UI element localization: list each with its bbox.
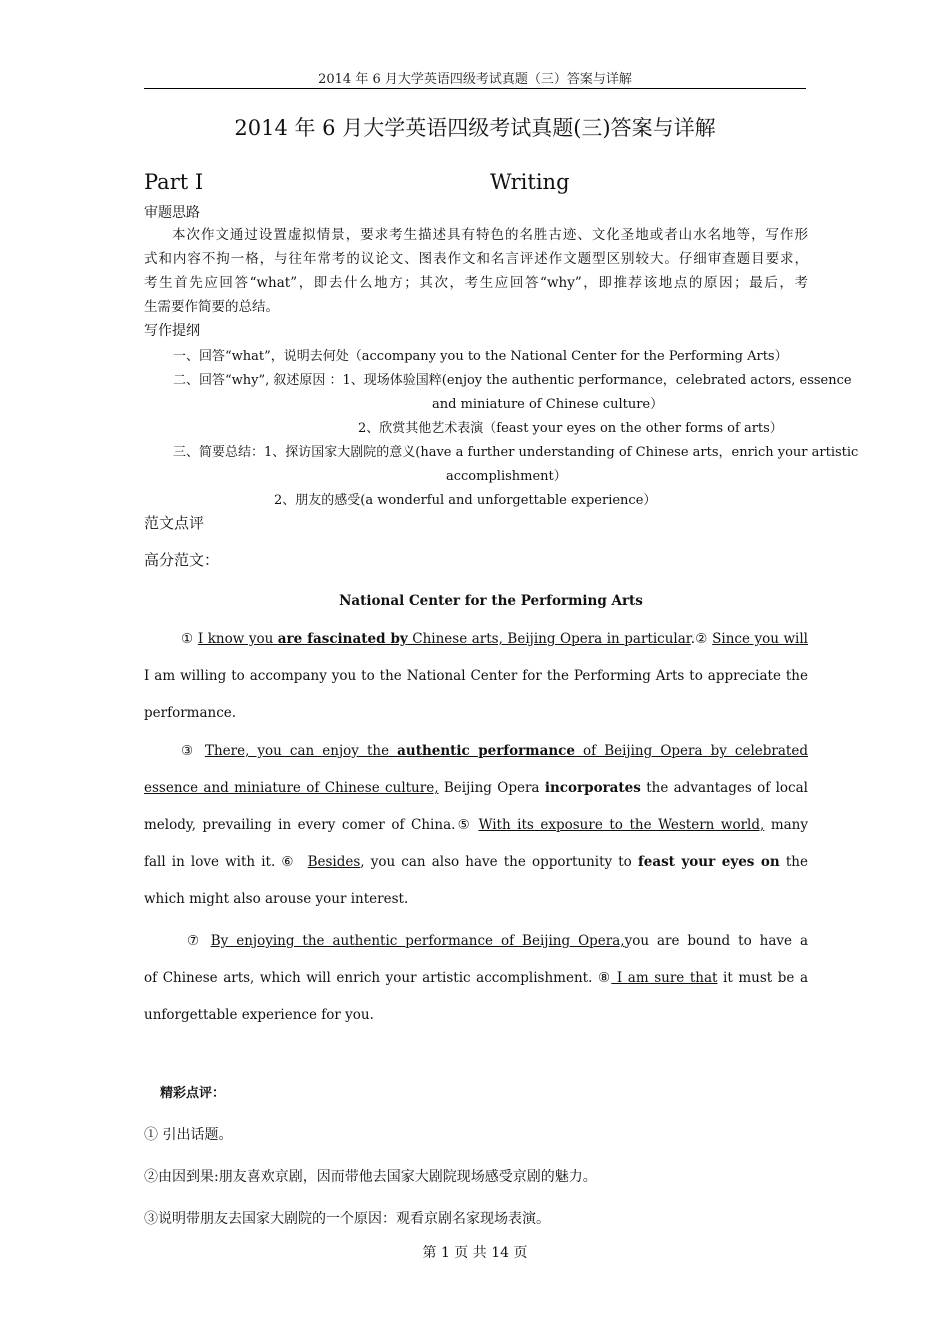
underlined-phrase: With its exposure to the Western world, — [478, 817, 765, 833]
outline-item-2: 二、回答“why”, 叙述原因 ：1、现场体验国粹(enjoy the authentic performance，celebrated actors, essence — [173, 373, 852, 388]
outline-heading: 写作提纲 — [144, 323, 200, 339]
underlined-phrase: Since you will — [712, 631, 808, 647]
outline-item-2-cont: and miniature of Chinese culture） — [432, 397, 664, 412]
part-label: Part I — [144, 170, 204, 194]
essay-line: of Chinese arts, which will enrich your artistic accomplishment. ⑧ I am sure that it must be a — [144, 970, 808, 986]
underlined-phrase: Besides — [307, 854, 361, 870]
highlight-phrase: incorporates — [544, 780, 641, 796]
outline-item-1: 一、回答“what”，说明去何处（accompany you to the National Center for the Performing Arts） — [173, 349, 788, 364]
essay-line: ⑦ By enjoying the authentic performance of Beijing Opera,you are bound to have a — [187, 933, 808, 949]
sentence-marker: ① — [181, 631, 194, 647]
essay-line: performance. — [144, 705, 237, 721]
comment-1: ① 引出话题。 — [144, 1127, 233, 1143]
sentence-marker: ⑥ — [281, 854, 296, 870]
essay-title: National Center for the Performing Arts — [339, 593, 643, 609]
essay-line: ① I know you are fascinated by Chinese arts, Beijing Opera in particular.② Since you will — [144, 621, 808, 658]
essay-line: fall in love with it. ⑥ Besides, you can also have the opportunity to feast your eyes on the — [144, 854, 808, 870]
underlined-phrase: I am sure that — [611, 970, 718, 986]
comments-heading: 精彩点评： — [160, 1086, 226, 1101]
highlight-phrase: feast your eyes on — [637, 854, 780, 870]
highlight-phrase: authentic performance — [397, 743, 575, 759]
comment-3: ③说明带朋友去国家大剧院的一个原因：观看京剧名家现场表演。 — [144, 1211, 550, 1227]
header-rule — [144, 88, 806, 89]
highlight-phrase: are fascinated by — [277, 631, 408, 647]
page-footer: 第 1 页 共 14 页 — [422, 1245, 528, 1261]
essay-line: which might also arouse your interest. — [144, 891, 409, 907]
essay-paragraph-3 — [144, 923, 808, 1034]
essay-line: essence and miniature of Chinese culture, Beijing Opera incorporates the advantages of local — [144, 780, 808, 796]
part-name: Writing — [490, 170, 570, 194]
review-heading: 范文点评 — [144, 514, 205, 532]
essay-line: I am willing to accompany you to the National Center for the Performing Arts to appreciate the — [144, 668, 808, 684]
essay-line — [144, 733, 808, 770]
sentence-marker: ⑧ — [597, 970, 612, 986]
essay-paragraph-2 — [144, 733, 808, 918]
analysis-paragraph — [144, 223, 808, 319]
comment-2: ②由因到果:朋友喜欢京剧，因而带他去国家大剧院现场感受京剧的魅力。 — [144, 1169, 597, 1185]
underlined-phrase: There, you can enjoy the authentic performance of Beijing Opera by celebrated — [204, 743, 808, 759]
essay-line: unforgettable experience for you. — [144, 1007, 374, 1023]
analysis-line: 本次作文通过设置虚拟情景，要求考生描述具有特色的名胜古迹、文化圣地或者山水名地等，写作形 — [172, 227, 808, 243]
running-header: 2014 年 6 月大学英语四级考试真题（三）答案与详解 — [318, 72, 632, 87]
analysis-line: 生需要作简要的总结。 — [144, 299, 279, 315]
essay-paragraph-1 — [144, 621, 808, 732]
essay-line: melody, prevailing in every comer of China.⑤ With its exposure to the Western world, many — [144, 817, 808, 833]
outline-item-2-sub: 2、欣赏其他艺术表演（feast your eyes on the other forms of arts） — [358, 421, 783, 436]
outline-item-3: 三、简要总结：1、探访国家大剧院的意义(have a further understanding of Chinese arts，enrich your artistic — [173, 445, 859, 460]
analysis-line: 式和内容不拘一格，与往年常考的议论文、图表作文和名言评述作文题型区别较大。仔细审查题目要求， — [144, 251, 808, 267]
sentence-marker: ⑦ — [187, 933, 203, 949]
outline-item-3-sub: 2、朋友的感受(a wonderful and unforgettable experience） — [274, 493, 657, 508]
underlined-phrase: essence and miniature of Chinese culture, — [144, 780, 439, 796]
analysis-heading: 审题思路 — [144, 205, 200, 221]
underlined-phrase: By enjoying the authentic performance of Beijing Opera, — [210, 933, 625, 949]
sample-heading: 高分范文： — [144, 551, 220, 569]
sentence-marker: ⑤ — [455, 817, 473, 833]
analysis-line: 考生首先应回答“what”，即去什么地方；其次，考生应回答“why”，即推荐该地点的原因；最后，考 — [144, 275, 808, 291]
document-title: 2014 年 6 月大学英语四级考试真题(三)答案与详解 — [234, 116, 716, 140]
sentence-marker: ③ — [181, 743, 197, 759]
underlined-phrase: I know you are fascinated by Chinese arts, Beijing Opera in particular — [197, 631, 691, 647]
outline-item-3-cont: accomplishment） — [446, 469, 567, 484]
sentence-marker: ② — [695, 631, 708, 647]
